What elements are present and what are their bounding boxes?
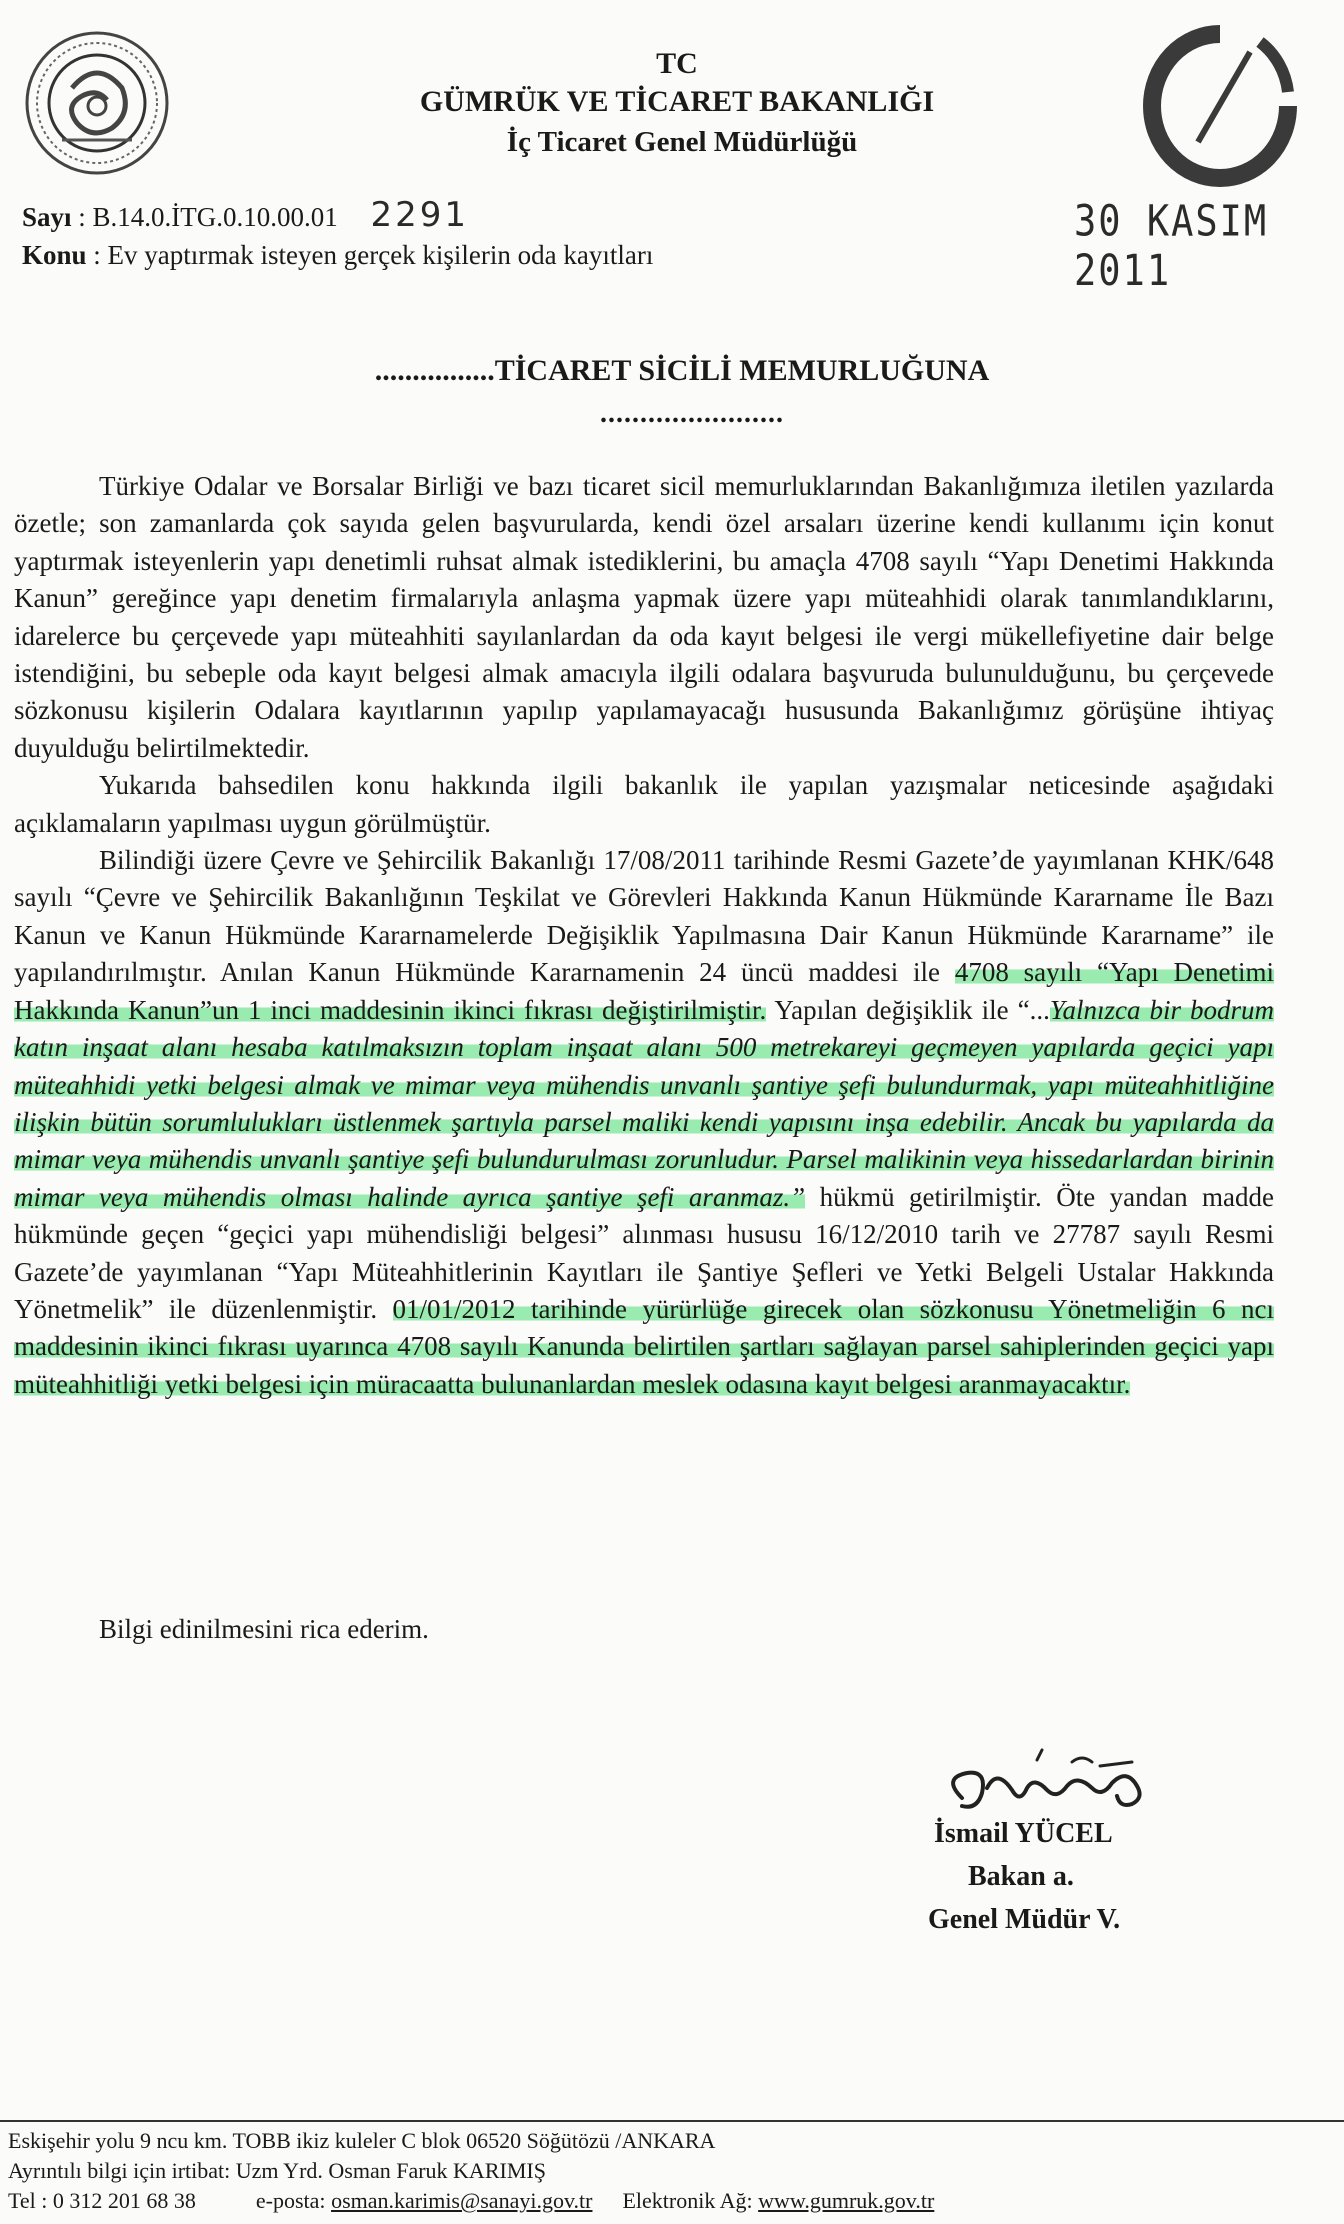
ministry-name: GÜMRÜK VE TİCARET BAKANLIĞI [419,85,935,118]
addressee-line: ................TİCARET SİCİLİ MEMURLUĞUNA [374,354,990,387]
paragraph-3 [14,842,1274,1403]
highlighted-quote: Yalnızca bir bodrum katın inşaat alanı hesaba katılmaksızın toplam inşaat alanı 500 metrekareyi geçmeyen yapılarda geçici yapı müteahhidi yetki belgesi almak ve mimar veya mühendis unvanlı şantiye şefi bulundurmak, yapı müteahhitliğine ilişkin bütün sorumlulukları üstlenmek şartıyla parsel maliki kendi yapısını inşa edebilir. Ancak bu yapılarda da mimar veya mühendis unvanlı şantiye şefi bulundurulması zorunludur. Parsel malikinin veya hissedarlardan birinin mimar veya mühendis olması halinde ayrıca şantiye şefi aranmaz.” [14,994,1275,1212]
date-stamp: 30 KASIM 2011 [1074,196,1269,296]
footer-contact-row [8,2186,934,2216]
footer-web-label: Elektronik Ağ: [622,2188,753,2213]
paragraph-3-part-a: Bilindiği üzere Çevre ve Şehircilik Bakanlığı 17/08/2011 tarihinde Resmi Gazete’de yayımlanan KHK/648 sayılı “Çevre ve Şehircilik Bakanlığının Teşkilat ve Görevleri Hakkında Kanun Hükmünde Kararname İle Bazı Kanun ve Kanun Hükmünde Kararnamelerde Değişiklik Yapılmasına Dair Kanun Hükmünde Kararname” ile yapılandırılmıştır. Anılan Kanun Hükmünde Kararnamenin 24 üncü maddesi ile [14,845,1274,988]
highlighted-text-1: 4708 sayılı “Yapı Denetimi Hakkında Kanun”un 1 inci maddesinin ikinci fıkrası değiştirilmiştir. [14,957,1275,1025]
letterhead [0,46,1344,162]
sayi-row [22,196,653,236]
paragraph-2: Yukarıda bahsedilen konu hakkında ilgili bakanlık ile yapılan yazışmalar neticesinde aşağıdaki açıklamaların yapılması uygun görülmüştür. [14,770,1274,838]
signer-title-1: Bakan a. [968,1861,1074,1892]
footer-email-label: e-posta: [255,2188,326,2213]
footer-divider [0,2120,1344,2122]
footer-contact: Ayrıntılı bilgi için irtibat: Uzm Yrd. Osman Faruk KARIMIŞ [8,2158,546,2183]
signature-block [928,1812,1120,1941]
konu-value: : Ev yaptırmak isteyen gerçek kişilerin oda kayıtları [93,240,654,270]
letter-body [14,468,1274,1403]
sayi-handwritten-number: 2291 [370,195,470,235]
paragraph-3-part-b: Yapılan değişiklik ile “... [766,994,1050,1025]
konu-row [22,236,653,274]
konu-label: Konu [22,240,87,270]
footer-address: Eskişehir yolu 9 ncu km. TOBB ikiz kuleler C blok 06520 Söğütözü /ANKARA [8,2128,716,2153]
signer-name: İsmail YÜCEL [934,1818,1113,1849]
paragraph-1: Türkiye Odalar ve Borsalar Birliği ve bazı ticaret sicil memurluklarından Bakanlığımıza iletilen yazılarda özetle; son zamanlarda çok sayıda gelen başvurularda, kendi özel arsaları üzerine kendi kullanımı için konut yaptırmak isteyenlerin yapı denetimli ruhsat almak istediklerini, bu amaçla 4708 sayılı “Yapı Denetimi Hakkında Kanun” gereğince yapı denetim firmalarıyla anlaşma yapmak üzere yapı müteahhidi olarak tanımlandıklarını, idarelerce bu çerçevede yapı müteahhiti sayılanlardan da oda kayıt belgesi ile vergi mükellefiyetine dair belge istendiğini, bu sebeple oda kayıt belgesi almak amacıyla ilgili odalara başvuruda bulunulduğunu, bu çerçevede sözkonusu kişilerin Odalara kayıtlarının yapılıp yapılamayacağı hususunda Bakanlığımız görüşüne ihtiyaç duyulduğu belirtilmektedir. [14,471,1274,763]
sayi-value: : B.14.0.İTG.0.10.00.01 [78,202,338,232]
footer [8,2126,934,2216]
paragraph-3-part-c: hükmü getirilmiştir. Öte yandan madde hükmünde geçen “geçici yapı mühendisliği belgesi” alınması hususu 16/12/2010 tarih ve 27787 sayılı Resmi Gazete’de yayımlanan “Yapı Müteahhitlerinin Kayıtları ile Şantiye Şefleri ve Yetki Belgeli Ustalar Hakkında Yönetmelik” ile düzenlenmiştir. [14,1181,1274,1324]
sayi-label: Sayı [22,202,72,232]
directorate-name: İç Ticaret Genel Müdürlüğü [506,126,858,158]
highlighted-text-2: 01/01/2012 tarihinde yürürlüğe girecek olan sözkonusu Yönetmeliğin 6 ncı maddesinin ikinci fıkrası uyarınca 4708 sayılı Kanunda belirtilen şartları sağlayan parsel sahiplerinden geçici yapı müteahhitliği yetki belgesi için müracaatta bulunanlardan meslek odasına kayıt belgesi aranmayacaktır. [14,1293,1274,1399]
closing-line: Bilgi edinilmesini rica ederim. [99,1614,429,1644]
signer-title-2: Genel Müdür V. [928,1904,1121,1935]
footer-web-link[interactable]: www.gumruk.gov.tr [758,2188,935,2213]
footer-tel: Tel : 0 312 201 68 38 [8,2188,196,2213]
document-meta [22,196,653,274]
footer-email-link[interactable]: osman.karimis@sanayi.gov.tr [331,2188,593,2213]
addressee-dots: ....................... [600,398,784,429]
letterhead-line-1: TC [656,47,698,80]
